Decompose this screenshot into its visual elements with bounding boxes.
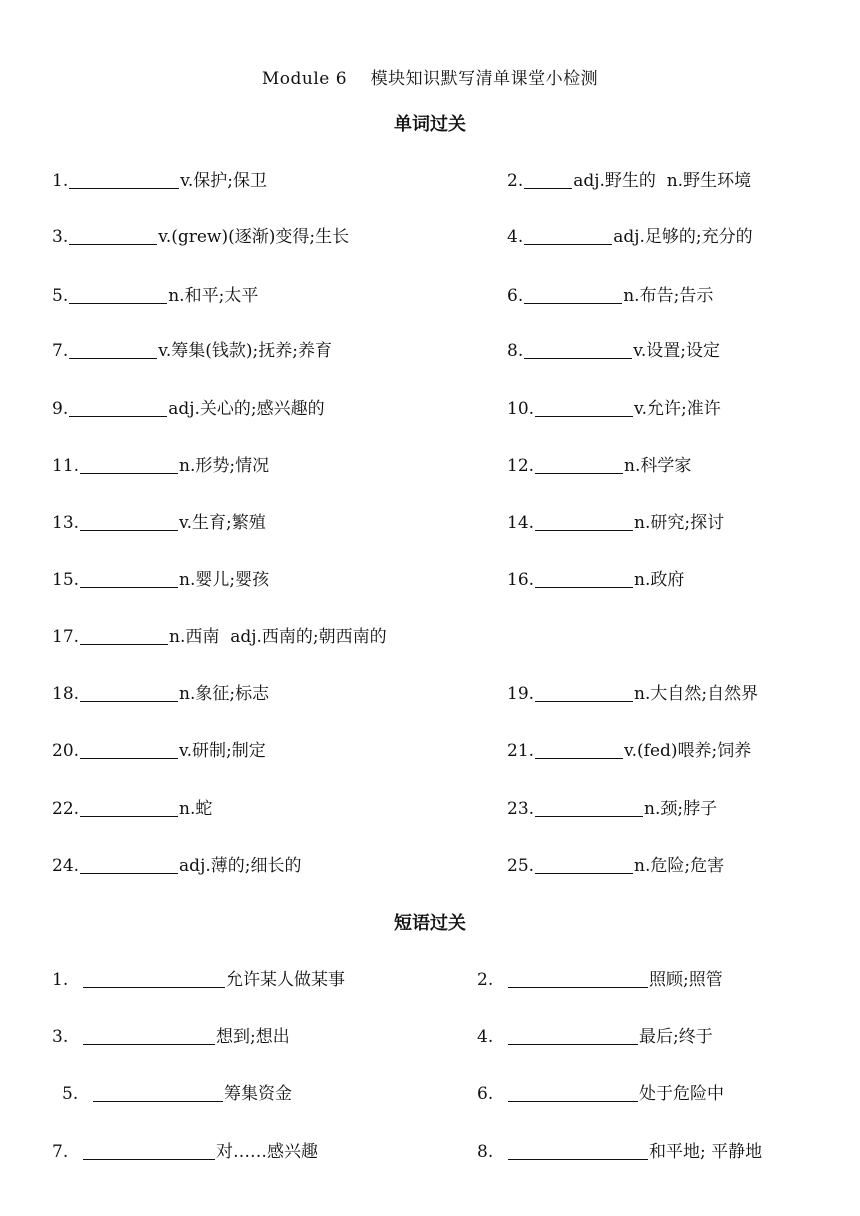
word-number: 20. <box>52 741 80 761</box>
word-number: 14. <box>507 513 535 533</box>
word-item-4 <box>507 222 753 247</box>
word-item-12 <box>507 451 691 476</box>
phrase-number: 2. <box>477 970 494 990</box>
word-row <box>0 222 860 252</box>
word-definition: v.研制;制定 <box>179 741 266 761</box>
word-number: 11. <box>52 456 80 476</box>
word-row <box>0 622 860 652</box>
word-definition: n.西南 adj.西南的;朝西南的 <box>169 627 387 647</box>
phrase-meaning: 允许某人做某事 <box>226 970 345 990</box>
word-row <box>0 565 860 595</box>
word-definition: n.研究;探讨 <box>634 513 725 533</box>
word-number: 12. <box>507 456 535 476</box>
word-row <box>0 508 860 538</box>
answer-blank[interactable] <box>524 340 632 359</box>
word-definition: v.筹集(钱款);抚养;养育 <box>158 341 332 361</box>
answer-blank[interactable] <box>80 855 178 874</box>
word-definition: n.蛇 <box>179 799 213 819</box>
word-item-1 <box>52 166 267 191</box>
word-item-23 <box>507 794 717 819</box>
word-number: 3. <box>52 227 69 247</box>
word-row <box>0 679 860 709</box>
answer-blank[interactable] <box>69 340 157 359</box>
phrase-item-8 <box>477 1137 762 1162</box>
word-row <box>0 166 860 196</box>
answer-blank[interactable] <box>524 170 572 189</box>
word-item-7 <box>52 336 332 361</box>
phrase-meaning: 照顾;照管 <box>649 970 723 990</box>
phrase-meaning: 筹集资金 <box>224 1084 292 1104</box>
phrase-meaning: 最后;终于 <box>639 1027 713 1047</box>
word-number: 15. <box>52 570 80 590</box>
word-row <box>0 851 860 881</box>
word-row <box>0 794 860 824</box>
answer-blank[interactable] <box>80 798 178 817</box>
phrase-item-5 <box>62 1079 292 1104</box>
word-number: 19. <box>507 684 535 704</box>
answer-blank[interactable] <box>535 683 633 702</box>
word-item-13 <box>52 508 266 533</box>
word-item-8 <box>507 336 720 361</box>
phrase-item-6 <box>477 1079 724 1104</box>
answer-blank[interactable] <box>69 285 167 304</box>
answer-blank[interactable] <box>524 285 622 304</box>
answer-blank[interactable] <box>80 626 168 645</box>
word-definition: n.政府 <box>634 570 685 590</box>
word-item-20 <box>52 736 266 761</box>
answer-blank[interactable] <box>80 455 178 474</box>
answer-blank[interactable] <box>508 1141 648 1160</box>
word-item-5 <box>52 281 258 306</box>
word-item-22 <box>52 794 212 819</box>
phrase-item-1 <box>52 965 345 990</box>
word-definition: v.生育;繁殖 <box>179 513 266 533</box>
phrase-meaning: 对……感兴趣 <box>216 1142 318 1162</box>
answer-blank[interactable] <box>535 569 633 588</box>
word-number: 22. <box>52 799 80 819</box>
word-item-11 <box>52 451 269 476</box>
word-number: 13. <box>52 513 80 533</box>
phrase-meaning: 想到;想出 <box>216 1027 290 1047</box>
answer-blank[interactable] <box>535 512 633 531</box>
answer-blank[interactable] <box>80 569 178 588</box>
phrase-row <box>0 965 860 995</box>
word-number: 8. <box>507 341 524 361</box>
word-definition: v.允许;准许 <box>634 399 721 419</box>
word-row <box>0 394 860 424</box>
word-item-24 <box>52 851 301 876</box>
phrase-row <box>0 1022 860 1052</box>
word-definition: adj.关心的;感兴趣的 <box>168 399 325 419</box>
phrase-number: 6. <box>477 1084 494 1104</box>
word-definition: n.和平;太平 <box>168 286 259 306</box>
word-item-15 <box>52 565 269 590</box>
word-definition: adj.薄的;细长的 <box>179 856 302 876</box>
word-row <box>0 736 860 766</box>
word-definition: n.颈;脖子 <box>644 799 718 819</box>
word-number: 10. <box>507 399 535 419</box>
phrase-row <box>0 1079 860 1109</box>
answer-blank[interactable] <box>80 683 178 702</box>
word-item-10 <box>507 394 721 419</box>
word-item-17 <box>52 622 387 647</box>
phrase-item-2 <box>477 965 723 990</box>
words-section-heading: 单词过关 <box>394 114 466 135</box>
phrase-row <box>0 1137 860 1167</box>
answer-blank[interactable] <box>535 398 633 417</box>
answer-blank[interactable] <box>69 226 157 245</box>
word-row <box>0 281 860 311</box>
answer-blank[interactable] <box>535 855 633 874</box>
answer-blank[interactable] <box>80 512 178 531</box>
answer-blank[interactable] <box>69 170 179 189</box>
answer-blank[interactable] <box>535 740 623 759</box>
word-number: 24. <box>52 856 80 876</box>
word-number: 17. <box>52 627 80 647</box>
word-number: 21. <box>507 741 535 761</box>
answer-blank[interactable] <box>69 398 167 417</box>
phrase-meaning: 和平地; 平静地 <box>649 1142 763 1162</box>
word-number: 1. <box>52 171 69 191</box>
word-item-3 <box>52 222 349 247</box>
phrases-section-heading: 短语过关 <box>394 913 466 934</box>
phrase-number: 4. <box>477 1027 494 1047</box>
answer-blank[interactable] <box>524 226 612 245</box>
phrase-item-7 <box>52 1137 318 1162</box>
answer-blank[interactable] <box>83 1026 215 1045</box>
word-number: 4. <box>507 227 524 247</box>
word-definition: v.设置;设定 <box>633 341 720 361</box>
word-number: 18. <box>52 684 80 704</box>
word-definition: n.大自然;自然界 <box>634 684 759 704</box>
answer-blank[interactable] <box>80 740 178 759</box>
word-definition: v.(grew)(逐渐)变得;生长 <box>158 227 350 247</box>
word-definition: n.形势;情况 <box>179 456 270 476</box>
word-number: 23. <box>507 799 535 819</box>
answer-blank[interactable] <box>508 969 648 988</box>
answer-blank[interactable] <box>83 1141 215 1160</box>
answer-blank[interactable] <box>535 798 643 817</box>
word-definition: n.布告;告示 <box>623 286 714 306</box>
phrase-item-4 <box>477 1022 713 1047</box>
word-item-21 <box>507 736 751 761</box>
word-definition: adj.足够的;充分的 <box>613 227 753 247</box>
phrase-number: 5. <box>62 1084 79 1104</box>
word-item-14 <box>507 508 724 533</box>
word-definition: n.婴儿;婴孩 <box>179 570 270 590</box>
word-number: 9. <box>52 399 69 419</box>
word-item-9 <box>52 394 325 419</box>
word-number: 25. <box>507 856 535 876</box>
answer-blank[interactable] <box>535 455 623 474</box>
word-number: 16. <box>507 570 535 590</box>
word-definition: n.科学家 <box>624 456 692 476</box>
answer-blank[interactable] <box>83 969 225 988</box>
word-definition: v.保护;保卫 <box>180 171 267 191</box>
word-item-25 <box>507 851 724 876</box>
word-item-6 <box>507 281 713 306</box>
page-title: Module 6 模块知识默写清单课堂小检测 <box>261 69 599 89</box>
word-definition: adj.野生的 n.野生环境 <box>573 171 752 191</box>
phrase-number: 7. <box>52 1142 69 1162</box>
word-definition: v.(fed)喂养;饲养 <box>624 741 752 761</box>
word-row <box>0 451 860 481</box>
word-item-18 <box>52 679 269 704</box>
answer-blank[interactable] <box>508 1026 638 1045</box>
answer-blank[interactable] <box>508 1083 638 1102</box>
phrase-item-3 <box>52 1022 290 1047</box>
answer-blank[interactable] <box>93 1083 223 1102</box>
word-number: 2. <box>507 171 524 191</box>
word-number: 6. <box>507 286 524 306</box>
word-definition: n.危险;危害 <box>634 856 725 876</box>
phrase-number: 8. <box>477 1142 494 1162</box>
phrase-number: 1. <box>52 970 69 990</box>
word-number: 5. <box>52 286 69 306</box>
word-item-19 <box>507 679 758 704</box>
word-item-16 <box>507 565 684 590</box>
phrase-number: 3. <box>52 1027 69 1047</box>
word-definition: n.象征;标志 <box>179 684 270 704</box>
word-item-2 <box>507 166 751 191</box>
word-number: 7. <box>52 341 69 361</box>
word-row <box>0 336 860 366</box>
phrase-meaning: 处于危险中 <box>639 1084 724 1104</box>
